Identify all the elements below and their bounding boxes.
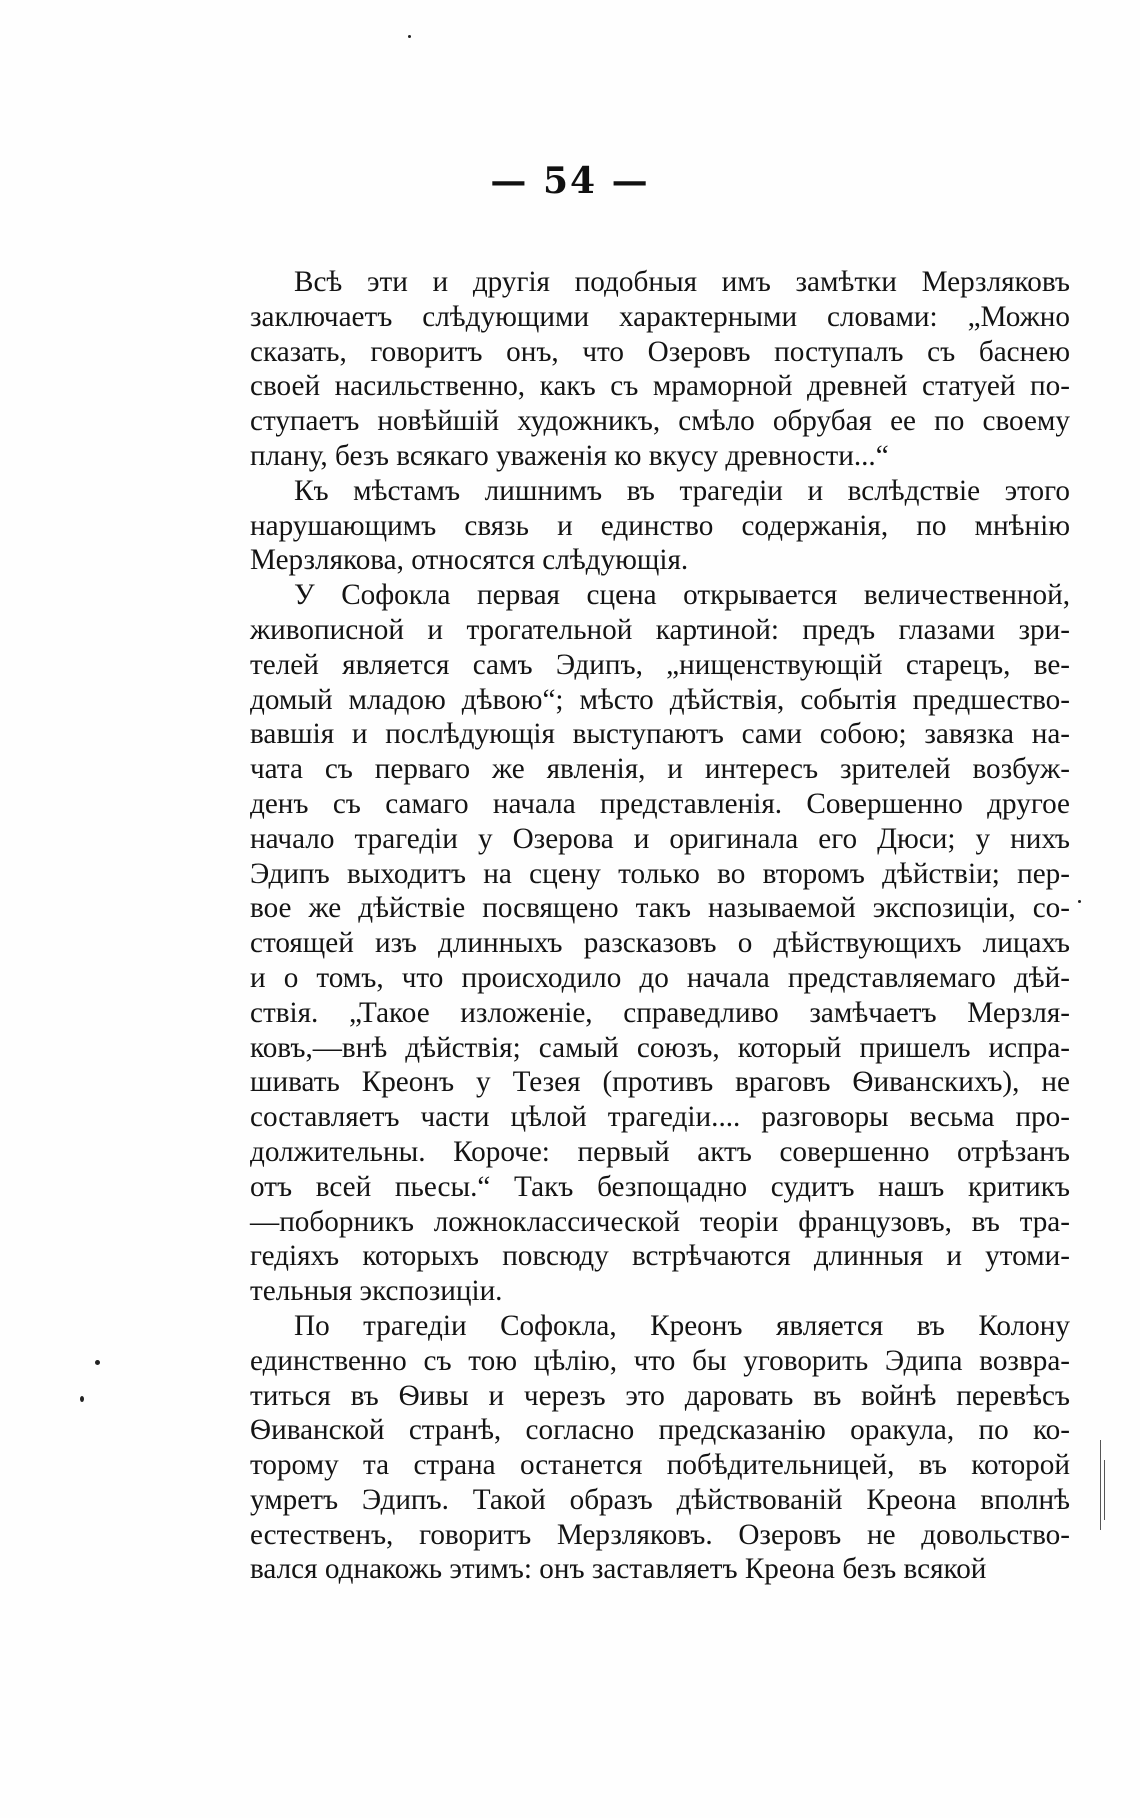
text-line: сказать, говоритъ онъ, что Озеровъ поступалъ съ баснею (250, 335, 1070, 368)
text-line: чата съ перваго же явленія, и интересъ зрителей возбуж- (250, 753, 1070, 786)
text-line: Ѳиванской странѣ, согласно предсказанію оракула, по ко- (250, 1414, 1070, 1447)
text-line: умретъ Эдипъ. Такой образъ дѣйствованій Креона вполнѣ (250, 1483, 1070, 1516)
text-line: У Софокла первая сцена открывается величественной, (294, 579, 1070, 612)
text-line: вался однакожь этимъ: онъ заставляетъ Креона безъ всякой (250, 1553, 987, 1586)
scan-edge-mark (1100, 1440, 1101, 1530)
scan-speck (80, 1396, 84, 1402)
text-line: отъ всей пьесы.“ Такъ безпощадно судитъ нашъ критикъ (250, 1170, 1070, 1203)
text-line: телей является самъ Эдипъ, „нищенствующій старецъ, ве- (250, 648, 1070, 681)
text-line: стоящей изъ длинныхъ разсказовъ о дѣйствующихъ лицахъ (250, 927, 1070, 960)
text-line: своей насильственно, какъ съ мраморной древней статуей по- (250, 370, 1070, 403)
text-line: заключаетъ слѣдующими характерными словами: „Можно (250, 300, 1070, 333)
text-line: нарушающимъ связь и единство содержанія, по мнѣнію (250, 509, 1070, 542)
text-line: ступаетъ новѣйшій художникъ, смѣло обрубая ее по своему (250, 405, 1070, 438)
text-line: должительны. Короче: первый актъ совершенно отрѣзанъ (250, 1135, 1070, 1168)
text-line: торому та страна останется побѣдительницей, въ которой (250, 1449, 1070, 1482)
text-line: титься въ Ѳивы и черезъ это даровать въ войнѣ перевѣсъ (250, 1379, 1070, 1412)
page-number: — 54 — (490, 160, 650, 202)
text-line: ствія. „Такое изложеніе, справедливо замѣчаетъ Мерзля- (250, 996, 1070, 1029)
text-line: тельныя экспозиціи. (250, 1275, 503, 1308)
text-line: начало трагедіи у Озерова и оригинала его Дюси; у нихъ (250, 822, 1070, 855)
text-line: —поборникъ ложноклассической теоріи французовъ, въ тра- (250, 1205, 1070, 1238)
text-line: домый младою дѣвою“; мѣсто дѣйствія, событія предшество- (250, 683, 1070, 716)
text-line: единственно съ тою цѣлію, что бы уговорить Эдипа возвра- (250, 1344, 1070, 1377)
text-line: плану, безъ всякаго уваженія ко вкусу древности...“ (250, 439, 889, 472)
scan-edge-mark (1104, 1460, 1105, 1520)
scan-speck (408, 35, 411, 38)
body-text (250, 265, 1070, 1587)
text-line: Всѣ эти и другія подобныя имъ замѣтки Мерзляковъ (294, 266, 1070, 298)
text-line: ковъ,—внѣ дѣйствія; самый союзъ, который пришелъ испра- (250, 1031, 1070, 1064)
paragraph (250, 1309, 1070, 1587)
scan-speck (95, 1360, 100, 1365)
text-line: Къ мѣстамъ лишнимъ въ трагедіи и вслѣдствіе этого (294, 474, 1070, 507)
paragraph (250, 265, 1070, 474)
text-line: живописной и трогательной картиной: предъ глазами зри- (250, 613, 1070, 646)
text-line: шивать Креонъ у Тезея (противъ враговъ Ѳиванскихъ), не (250, 1066, 1070, 1099)
text-line: и о томъ, что происходило до начала представляемаго дѣй- (250, 961, 1070, 994)
text-line: Мерзлякова, относятся слѣдующія. (250, 544, 689, 577)
text-line: гедіяхъ которыхъ повсюду встрѣчаются длинныя и утоми- (250, 1240, 1070, 1273)
scan-speck (1078, 900, 1081, 903)
text-line: Эдипъ выходитъ на сцену только во второмъ дѣйствіи; пер- (250, 857, 1070, 890)
text-line: составляетъ части цѣлой трагедіи.... разговоры весьма про- (250, 1101, 1070, 1134)
paragraph (250, 578, 1070, 1309)
text-line: вое же дѣйствіе посвящено такъ называемой экспозиціи, со- (250, 892, 1070, 925)
paragraph (250, 474, 1070, 578)
text-line: естественъ, говоритъ Мерзляковъ. Озеровъ не довольство- (250, 1518, 1070, 1551)
text-line: денъ съ самаго начала представленія. Совершенно другое (250, 787, 1070, 820)
text-line: вавшія и послѣдующія выступаютъ сами собою; завязка на- (250, 718, 1070, 751)
text-line: По трагедіи Софокла, Креонъ является въ Колону (294, 1309, 1070, 1342)
